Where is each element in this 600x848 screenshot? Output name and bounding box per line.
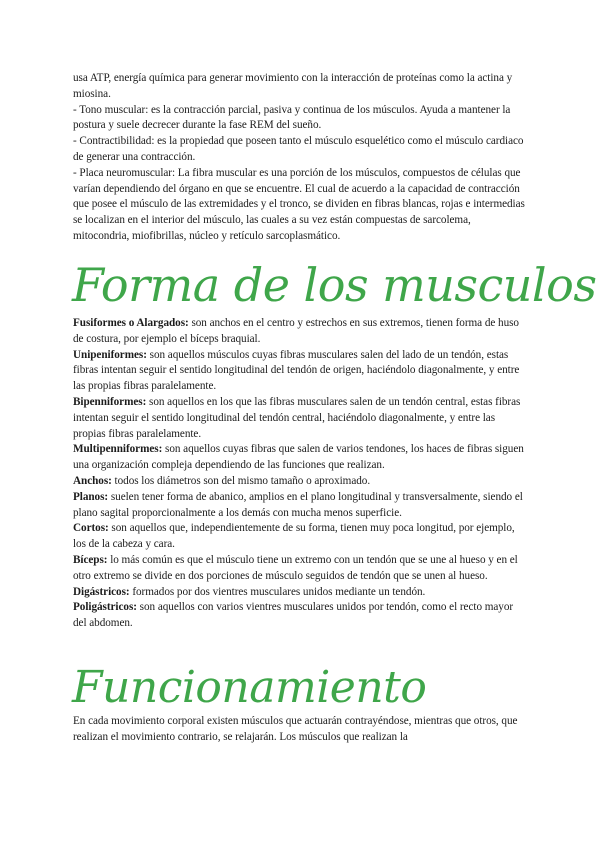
term-description: son anchos en el centro y estrechos en sus extremos, tienen forma de huso de costura, por ejemplo el bíceps braquial. (73, 317, 519, 345)
intro-paragraph: - Tono muscular: es la contracción parcial, pasiva y continua de los músculos. Ayuda a mantener la postura y suele decrecer durante la fase REM del sueño. (73, 103, 511, 132)
term-label: Planos: (73, 490, 109, 503)
term-description: son aquellos músculos cuyas fibras musculares salen del lado de un tendón, estas fibras intentan seguir el sentido longitudinal del tendón de origen, haciéndolo diagonalmente, y entre las propias fibras paralelamente. (73, 348, 520, 393)
muscle-shapes-list (73, 316, 525, 632)
term-label: Anchos: (73, 474, 112, 487)
term-label: Unipeniformes: (73, 348, 147, 361)
intro-paragraph: usa ATP, energía química para generar movimiento con la interacción de proteínas como la actina y miosina. (73, 72, 513, 100)
term-description: lo más común es que el músculo tiene un extremo con un tendón que se une al hueso y en el otro extremo se divide en dos porciones de músculo seguidos de tendón que se unen al hueso. (73, 553, 518, 582)
intro-paragraph: - Contractibilidad: es la propiedad que poseen tanto el músculo esquelético como el músculo cardiaco de generar una contracción. (73, 135, 524, 163)
list-item (73, 490, 525, 522)
term-label: Digástricos: (73, 585, 130, 598)
list-item (73, 521, 525, 553)
term-description: son aquellos cuyas fibras que salen de varios tendones, los haces de fibras siguen una organización compleja dependiendo de las funciones que realizan. (73, 443, 524, 472)
intro-text (73, 71, 525, 245)
term-label: Bipenniformes: (73, 395, 147, 408)
section-heading-forma: Forma de los musculos (72, 258, 597, 312)
section-heading-funcionamiento: Funcionamiento (72, 662, 427, 713)
term-description: son aquellos en los que las fibras musculares salen de un tendón central, estas fibras intentan seguir el sentido longitudinal del tendón central, haciéndolo diagonalmente, y entre las propias fibras paralelamente. (73, 395, 521, 440)
term-label: Poligástricos: (73, 601, 137, 614)
term-description: formados por dos vientres musculares unidos mediante un tendón. (129, 585, 426, 598)
term-description: son aquellos que, independientemente de su forma, tienen muy poca longitud, por ejemplo, los de la cabeza y cara. (73, 522, 515, 551)
list-item (73, 585, 525, 601)
list-item (73, 553, 525, 585)
list-item (73, 395, 525, 442)
funcionamiento-text (73, 714, 525, 746)
intro-paragraph: - Placa neuromuscular: La fibra muscular es una porción de los músculos, compuestos de células que varían dependiendo del órgano en que se encuentre. El cual de acuerdo a la capacidad de contracción que posee el músculo de las extremidades y el tronco, se dividen en fibras blancas, rojas e intermedias se localizan en el interior del músculo, las cuales a su vez están compuestas de sarcolema, mitocondria, miofibrillas, núcleo y retículo sarcoplasmático. (73, 166, 525, 242)
list-item (73, 474, 525, 490)
term-description: todos los diámetros son del mismo tamaño o aproximado. (111, 474, 371, 487)
term-label: Cortos: (73, 522, 109, 535)
list-item (73, 442, 525, 474)
term-label: Bíceps: (73, 553, 108, 566)
list-item (73, 600, 525, 632)
list-item (73, 316, 525, 348)
list-item (73, 348, 525, 395)
term-description: suelen tener forma de abanico, amplios en el plano longitudinal y transversalmente, siendo el plano sagital proporcionalmente a los demás con mucha menos superficie. (73, 490, 523, 519)
term-description: son aquellos con varios vientres musculares unidos por tendón, como el recto mayor del abdomen. (73, 601, 514, 630)
term-label: Fusiformes o Alargados: (73, 317, 189, 329)
term-label: Multipenniformes: (73, 443, 163, 456)
funcionamiento-paragraph: En cada movimiento corporal existen músculos que actuarán contrayéndose, mientras que otros, que realizan el movimiento contrario, se relajarán. Los músculos que realizan la (73, 715, 518, 743)
